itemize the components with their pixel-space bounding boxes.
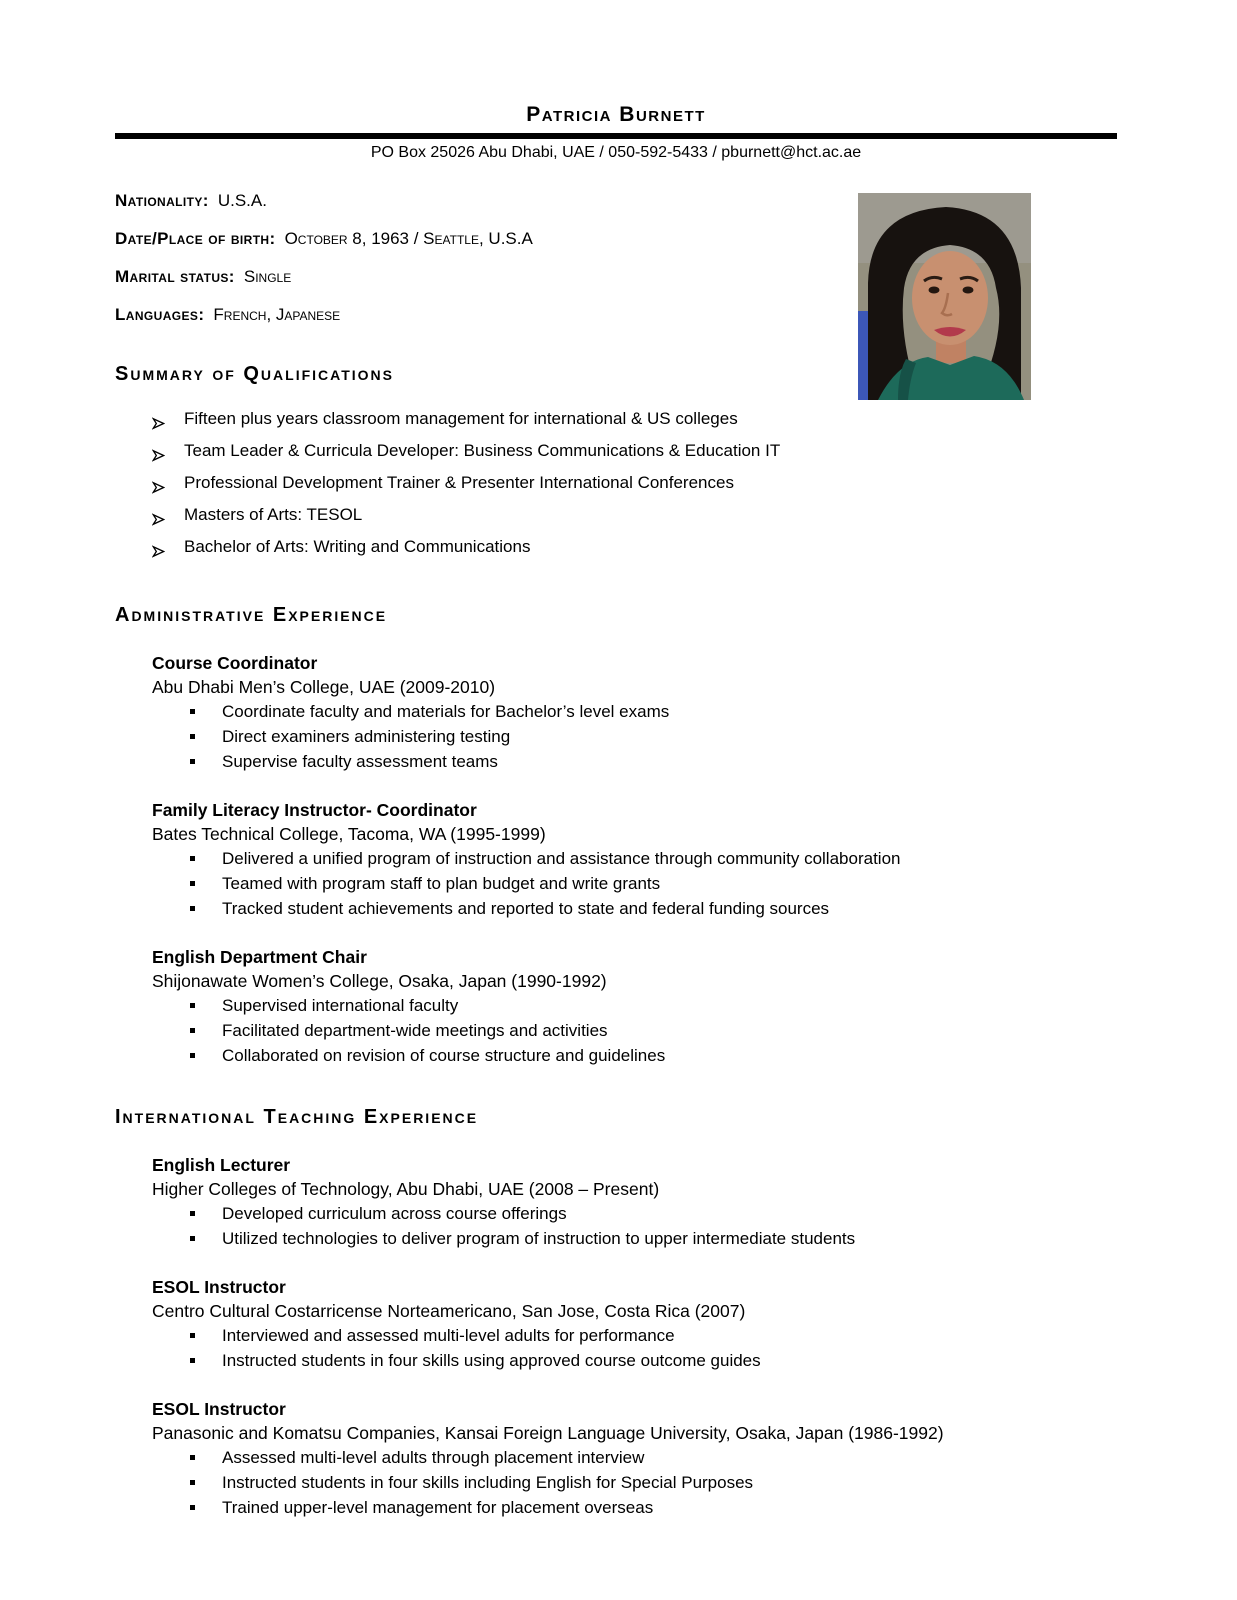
qualification-text: Fifteen plus years classroom management for international & US colleges bbox=[184, 409, 738, 428]
job-duty-item bbox=[152, 724, 1117, 749]
personal-info-label: Nationality: bbox=[115, 191, 209, 210]
square-bullet-icon bbox=[190, 1358, 195, 1363]
personal-info-value: October 8, 1963 / Seattle, U.S.A bbox=[284, 229, 533, 248]
job-duty-text: Utilized technologies to deliver program of instruction to upper intermediate students bbox=[222, 1229, 856, 1248]
job-duty-text: Developed curriculum across course offerings bbox=[222, 1204, 567, 1223]
square-bullet-icon bbox=[190, 906, 195, 911]
qualification-item bbox=[152, 406, 1117, 438]
section-heading: Administrative Experience bbox=[115, 604, 388, 626]
personal-info-value: Single bbox=[243, 267, 292, 286]
job-duty-item bbox=[152, 1043, 1117, 1068]
section-administrative-experience bbox=[115, 604, 1117, 1068]
job-duty-item bbox=[152, 1445, 1117, 1470]
personal-info-label: Languages: bbox=[115, 305, 205, 324]
job-title: ESOL Instructor bbox=[152, 1399, 286, 1419]
arrow-bullet-icon bbox=[152, 476, 165, 502]
job-organization: Shijonawate Women’s College, Osaka, Japan (1990-1992) bbox=[152, 971, 607, 991]
job-entry bbox=[152, 945, 1117, 1068]
job-duty-item bbox=[152, 896, 1117, 921]
job-duty-item bbox=[152, 1348, 1117, 1373]
job-organization: Centro Cultural Costarricense Norteamericano, San Jose, Costa Rica (2007) bbox=[152, 1301, 746, 1321]
square-bullet-icon bbox=[190, 734, 195, 739]
job-duty-item bbox=[152, 871, 1117, 896]
portrait-photo bbox=[858, 193, 1031, 400]
job-duty-item bbox=[152, 993, 1117, 1018]
job-title: ESOL Instructor bbox=[152, 1277, 286, 1297]
job-duty-item bbox=[152, 1495, 1117, 1520]
job-duty-text: Supervise faculty assessment teams bbox=[222, 752, 498, 771]
qualification-text: Team Leader & Curricula Developer: Business Communications & Education IT bbox=[184, 441, 781, 460]
square-bullet-icon bbox=[190, 709, 195, 714]
qualification-text: Masters of Arts: TESOL bbox=[184, 505, 363, 524]
section-heading: Summary of Qualifications bbox=[115, 363, 394, 385]
square-bullet-icon bbox=[190, 856, 195, 861]
job-duty-text: Coordinate faculty and materials for Bachelor’s level exams bbox=[222, 702, 670, 721]
sections bbox=[115, 363, 1117, 1520]
job-title: Course Coordinator bbox=[152, 653, 318, 673]
personal-info-label: Marital status: bbox=[115, 267, 235, 286]
job-duty-text: Teamed with program staff to plan budget and write grants bbox=[222, 874, 661, 893]
person-name: Patricia Burnett bbox=[526, 103, 706, 126]
job-organization: Bates Technical College, Tacoma, WA (1995-1999) bbox=[152, 824, 546, 844]
section-heading: International Teaching Experience bbox=[115, 1106, 479, 1128]
qualification-list bbox=[115, 406, 1117, 566]
personal-info-value: U.S.A. bbox=[217, 191, 267, 210]
qualification-item bbox=[152, 438, 1117, 470]
job-duty-item bbox=[152, 846, 1117, 871]
square-bullet-icon bbox=[190, 1003, 195, 1008]
job-duty-text: Instructed students in four skills including English for Special Purposes bbox=[222, 1473, 754, 1492]
job-duty-item bbox=[152, 1226, 1117, 1251]
job-duty-text: Supervised international faculty bbox=[222, 996, 459, 1015]
job-entry bbox=[152, 1275, 1117, 1373]
job-duty-text: Instructed students in four skills using approved course outcome guides bbox=[222, 1351, 761, 1370]
job-duty-text: Delivered a unified program of instruction and assistance through community collaboration bbox=[222, 849, 901, 868]
job-entry bbox=[152, 798, 1117, 921]
job-title: Family Literacy Instructor- Coordinator bbox=[152, 800, 477, 820]
job-duty-item bbox=[152, 1323, 1117, 1348]
job-duty-item bbox=[152, 1018, 1117, 1043]
job-duty-text: Tracked student achievements and reported to state and federal funding sources bbox=[222, 899, 830, 918]
job-duty-item bbox=[152, 749, 1117, 774]
job-duty-text: Assessed multi-level adults through placement interview bbox=[222, 1448, 645, 1467]
job-duty-text: Collaborated on revision of course structure and guidelines bbox=[222, 1046, 666, 1065]
header-rule bbox=[115, 133, 1117, 139]
job-title: English Lecturer bbox=[152, 1155, 291, 1175]
qualification-text: Professional Development Trainer & Presenter International Conferences bbox=[184, 473, 734, 492]
section-international-teaching-experience bbox=[115, 1106, 1117, 1520]
square-bullet-icon bbox=[190, 759, 195, 764]
arrow-bullet-icon bbox=[152, 444, 165, 470]
qualification-item bbox=[152, 534, 1117, 566]
arrow-bullet-icon bbox=[152, 412, 165, 438]
job-duty-text: Facilitated department-wide meetings and activities bbox=[222, 1021, 608, 1040]
job-duty-text: Direct examiners administering testing bbox=[222, 727, 511, 746]
job-organization: Higher Colleges of Technology, Abu Dhabi, UAE (2008 – Present) bbox=[152, 1179, 660, 1199]
job-organization: Abu Dhabi Men’s College, UAE (2009-2010) bbox=[152, 677, 496, 697]
square-bullet-icon bbox=[190, 1028, 195, 1033]
square-bullet-icon bbox=[190, 1480, 195, 1485]
square-bullet-icon bbox=[190, 1053, 195, 1058]
qualification-text: Bachelor of Arts: Writing and Communications bbox=[184, 537, 531, 556]
qualification-item bbox=[152, 470, 1117, 502]
personal-info-value: French, Japanese bbox=[213, 305, 341, 324]
job-organization: Panasonic and Komatsu Companies, Kansai Foreign Language University, Osaka, Japan (1986-1992) bbox=[152, 1423, 944, 1443]
square-bullet-icon bbox=[190, 1455, 195, 1460]
job-duty-text: Trained upper-level management for placement overseas bbox=[222, 1498, 654, 1517]
contact-line: PO Box 25026 Abu Dhabi, UAE / 050-592-5433 / pburnett@hct.ac.ae bbox=[370, 144, 862, 161]
job-duty-item bbox=[152, 1201, 1117, 1226]
square-bullet-icon bbox=[190, 1333, 195, 1338]
square-bullet-icon bbox=[190, 1236, 195, 1241]
qualification-item bbox=[152, 502, 1117, 534]
square-bullet-icon bbox=[190, 1505, 195, 1510]
square-bullet-icon bbox=[190, 1211, 195, 1216]
job-title: English Department Chair bbox=[152, 947, 367, 967]
job-duty-item bbox=[152, 699, 1117, 724]
arrow-bullet-icon bbox=[152, 540, 165, 566]
job-entry bbox=[152, 1153, 1117, 1251]
job-duty-text: Interviewed and assessed multi-level adults for performance bbox=[222, 1326, 675, 1345]
job-entry bbox=[152, 1397, 1117, 1520]
job-entry bbox=[152, 651, 1117, 774]
personal-info-label: Date/Place of birth: bbox=[115, 229, 276, 248]
square-bullet-icon bbox=[190, 881, 195, 886]
job-duty-item bbox=[152, 1470, 1117, 1495]
arrow-bullet-icon bbox=[152, 508, 165, 534]
